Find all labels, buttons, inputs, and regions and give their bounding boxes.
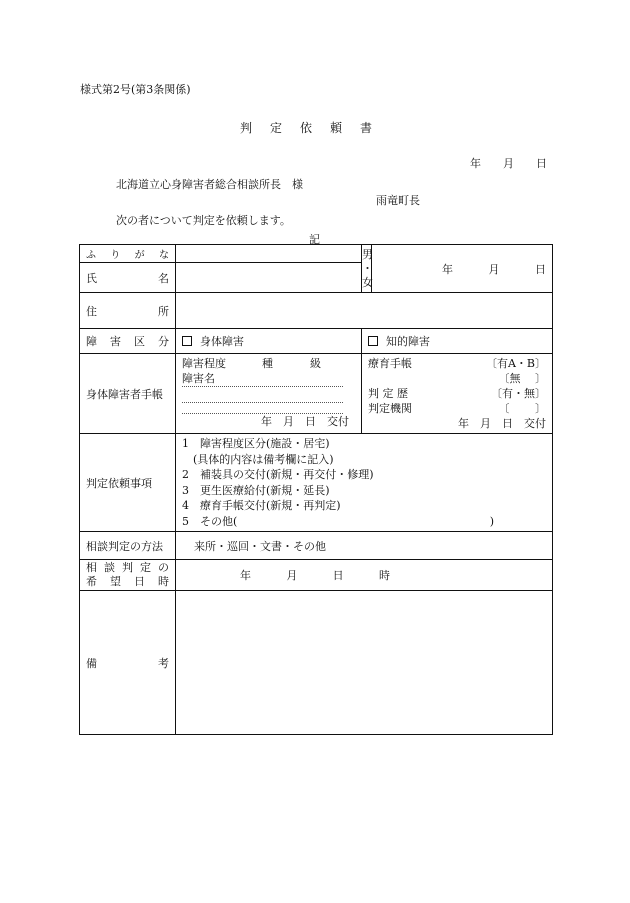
- disability-class-label: 障 害 区 分: [80, 329, 176, 354]
- furigana-label: ふ り が な: [80, 245, 176, 263]
- sender: 雨竜町長: [376, 194, 420, 207]
- preferred-datetime-label: 相 談 判 定 の 希 望 日 時: [80, 560, 176, 591]
- form-number: 様式第2号(第3条関係): [80, 83, 191, 96]
- request-item-note: (具体的内容は備考欄に記入): [182, 452, 334, 466]
- title-char: 依: [300, 121, 313, 135]
- intro-text: 次の者について判定を依頼します。: [116, 214, 291, 227]
- method-field[interactable]: 来所・巡回・文書・その他: [176, 532, 553, 560]
- ki-mark: 記: [309, 233, 320, 246]
- furigana-field[interactable]: [176, 245, 362, 263]
- intellectual-disability-option[interactable]: 知的障害: [362, 329, 553, 354]
- addressee: 北海道立心身障害者総合相談所長 様: [116, 178, 303, 191]
- address-label: 住 所: [80, 293, 176, 329]
- title-char: 書: [360, 121, 373, 135]
- request-item[interactable]: 3 更生医療給付(新規・延長): [182, 483, 330, 497]
- document-title: [240, 119, 400, 136]
- remarks-field[interactable]: [176, 591, 553, 735]
- physical-disability-option[interactable]: 身体障害: [176, 329, 362, 354]
- title-char: 定: [270, 121, 283, 135]
- method-label: 相談判定の方法: [80, 532, 176, 560]
- request-item[interactable]: 1 障害程度区分(施設・居宅): [182, 437, 330, 450]
- birth-date-field[interactable]: 年 月 日: [372, 245, 553, 293]
- request-item[interactable]: 2 補装具の交付(新規・再交付・修理): [182, 468, 374, 481]
- request-item[interactable]: 4 療育手帳交付(新規・再判定): [182, 499, 341, 512]
- checkbox-icon[interactable]: [182, 336, 192, 346]
- checkbox-icon[interactable]: [368, 336, 378, 346]
- name-label: 氏 名: [80, 263, 176, 293]
- preferred-datetime-field[interactable]: 年 月 日 時: [176, 560, 553, 591]
- name-field[interactable]: [176, 263, 362, 293]
- title-char: 判: [240, 121, 253, 135]
- request-items-cell[interactable]: [176, 434, 553, 532]
- address-field[interactable]: [176, 293, 553, 329]
- handbook-label: 身体障害者手帳: [80, 354, 176, 434]
- request-item-other[interactable]: 5 その他( ): [182, 514, 494, 528]
- ryoiku-handbook-cell[interactable]: 療育手帳 〔有A・B〕 〔無 〕 判 定 歴 〔有・無〕 判定機関 〔 〕 年 月 日 交付: [362, 354, 553, 434]
- remarks-label: 備 考: [80, 591, 176, 735]
- title-char: 頼: [330, 121, 343, 135]
- physical-handbook-cell[interactable]: 障害程度 種 級 障害名 年 月 日 交付: [176, 354, 362, 434]
- request-form-table: [79, 244, 553, 735]
- sex-field[interactable]: 男 ・ 女: [362, 245, 372, 293]
- date-line: 年 月 日: [470, 157, 547, 170]
- request-items-label: 判定依頼事項: [80, 434, 176, 532]
